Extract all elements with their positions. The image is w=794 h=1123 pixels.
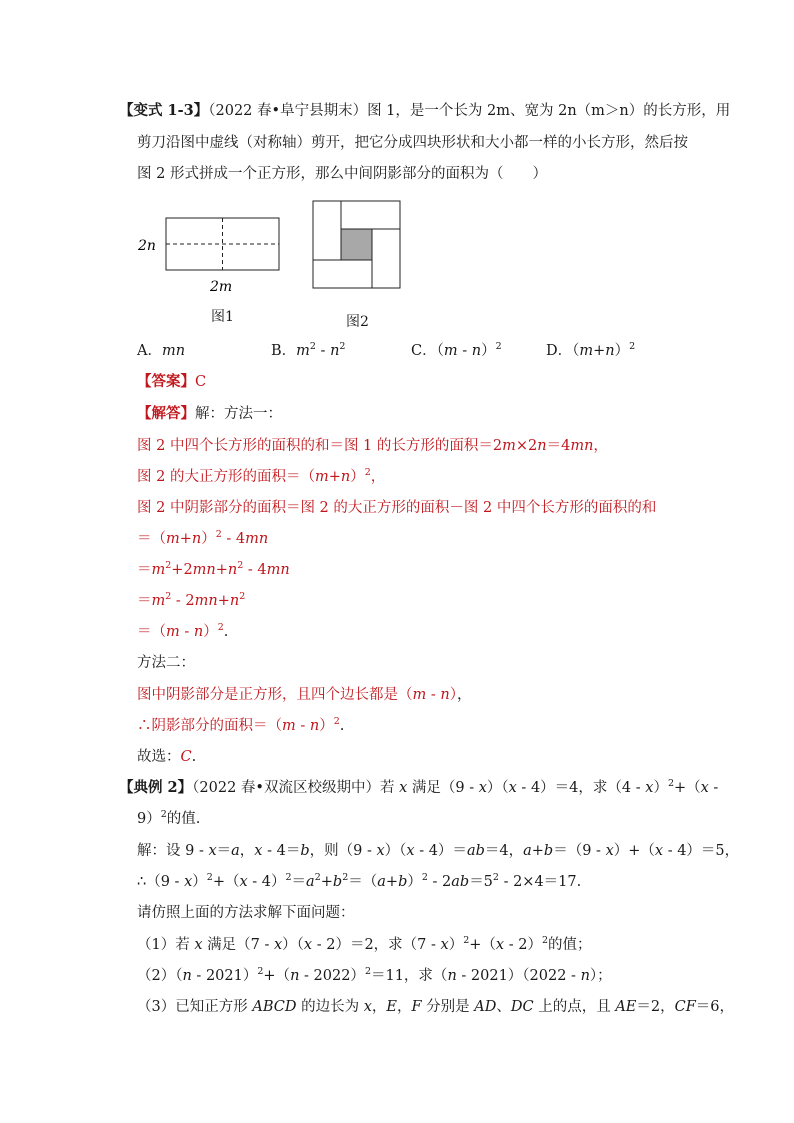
option-c: C．（m - n）$^2$ [411,341,502,359]
solution-step-3: 图 2 中阴影部分的面积＝图 2 的大正方形的面积－图 2 中四个长方形的面积的和 [137,500,657,516]
example-line-1: 【典例 2】（2022 春•双流区校级期中）若 x 满足（9 - x）（x - 4）＝4，求（4 - x）$^2$+（x - [119,778,719,796]
example-solution-1: 解：设 9 - x＝a，x - 4＝b，则（9 - x）（x - 4）＝ab＝4，a+b＝（9 - x）+（x - 4）＝5， [137,843,740,859]
figure-2 [308,196,408,292]
example-tag: 【典例 2】 [119,779,193,796]
variant-line-3: 图 2 形式拼成一个正方形，那么中间阴影部分的面积为（ ） [137,166,547,182]
solution-intro-line [137,404,282,424]
variant-line-1 [119,101,730,121]
solution-step-7: ＝（m - n）$^2$. [137,622,229,640]
solution-intro: 解：方法一： [195,406,282,422]
fig2-shaded-square [341,229,372,260]
example-question-2: （2）（n - 2021）$^2$+（n - 2022）$^2$＝11，求（n - 2021）（2022 - n）； [137,966,612,984]
method-two-title: 方法二： [137,655,195,671]
option-a: A．mn [137,343,186,359]
figure-1 [130,205,290,305]
solution-tag: 【解答】 [137,405,195,422]
option-b: B．$m^2 - n^2$ [271,341,346,359]
method-two-step-2: ∴阴影部分的面积＝（m - n）$^2$. [137,716,345,734]
option-d: D．$(m+n)^2$ [546,341,636,359]
solution-step-2: 图 2 的大正方形的面积$=(m+n)^2$， [137,467,386,485]
solution-step-5: $=m^2+2mn+n^2 - 4mn$ [137,560,290,578]
variant-tag: 【变式 1-3】 [119,102,209,119]
fig1-height-label: 2n [138,238,156,254]
choose-line: 故选：C. [137,749,197,765]
answer-tag: 【答案】 [137,373,195,390]
example-prompt: 请仿照上面的方法求解下面问题： [137,905,355,921]
fig2-caption: 图2 [346,314,369,330]
example-question-3: （3）已知正方形 ABCD 的边长为 x，E，F 分别是 AD、DC 上的点，且 AE＝2，CF＝6， [137,999,734,1015]
example-question-1: （1）若 x 满足（7 - x）（x - 2）＝2，求（7 - x）$^2$+（x - 2）$^2$的值； [137,935,592,953]
variant-line-2: 剪刀沿图中虚线（对称轴）剪开，把它分成四块形状和大小都一样的小长方形，然后按 [137,135,688,151]
variant-text-1: （2022 春•阜宁县期末）图 1，是一个长为 2m、宽为 2n（m＞n）的长方形，用 [208,103,731,119]
example-line-2: 9）$^2$的值. [137,809,201,827]
fig1-caption: 图1 [211,309,234,325]
method-two-step-1: 图中阴影部分是正方形，且四个边长都是（m - n）， [137,687,472,703]
solution-step-6: $=m^2 - 2mn+n^2$ [137,591,246,609]
fig1-width-label: 2m [210,279,233,295]
example-solution-2: ∴（9 - $x)^2+(x - 4)^2=a^2+b^2=(a+b)^2 - 2ab=5^2 - 2\times 4=17$. [137,872,582,890]
solution-step-1: 图 2 中四个长方形的面积的和＝图 1 的长方形的面积＝2m×2n＝4mn， [137,438,608,454]
solution-step-4: $=(m+n)^2 - 4mn$ [137,529,269,547]
answer-line [137,372,206,392]
answer-value: C [195,374,207,390]
